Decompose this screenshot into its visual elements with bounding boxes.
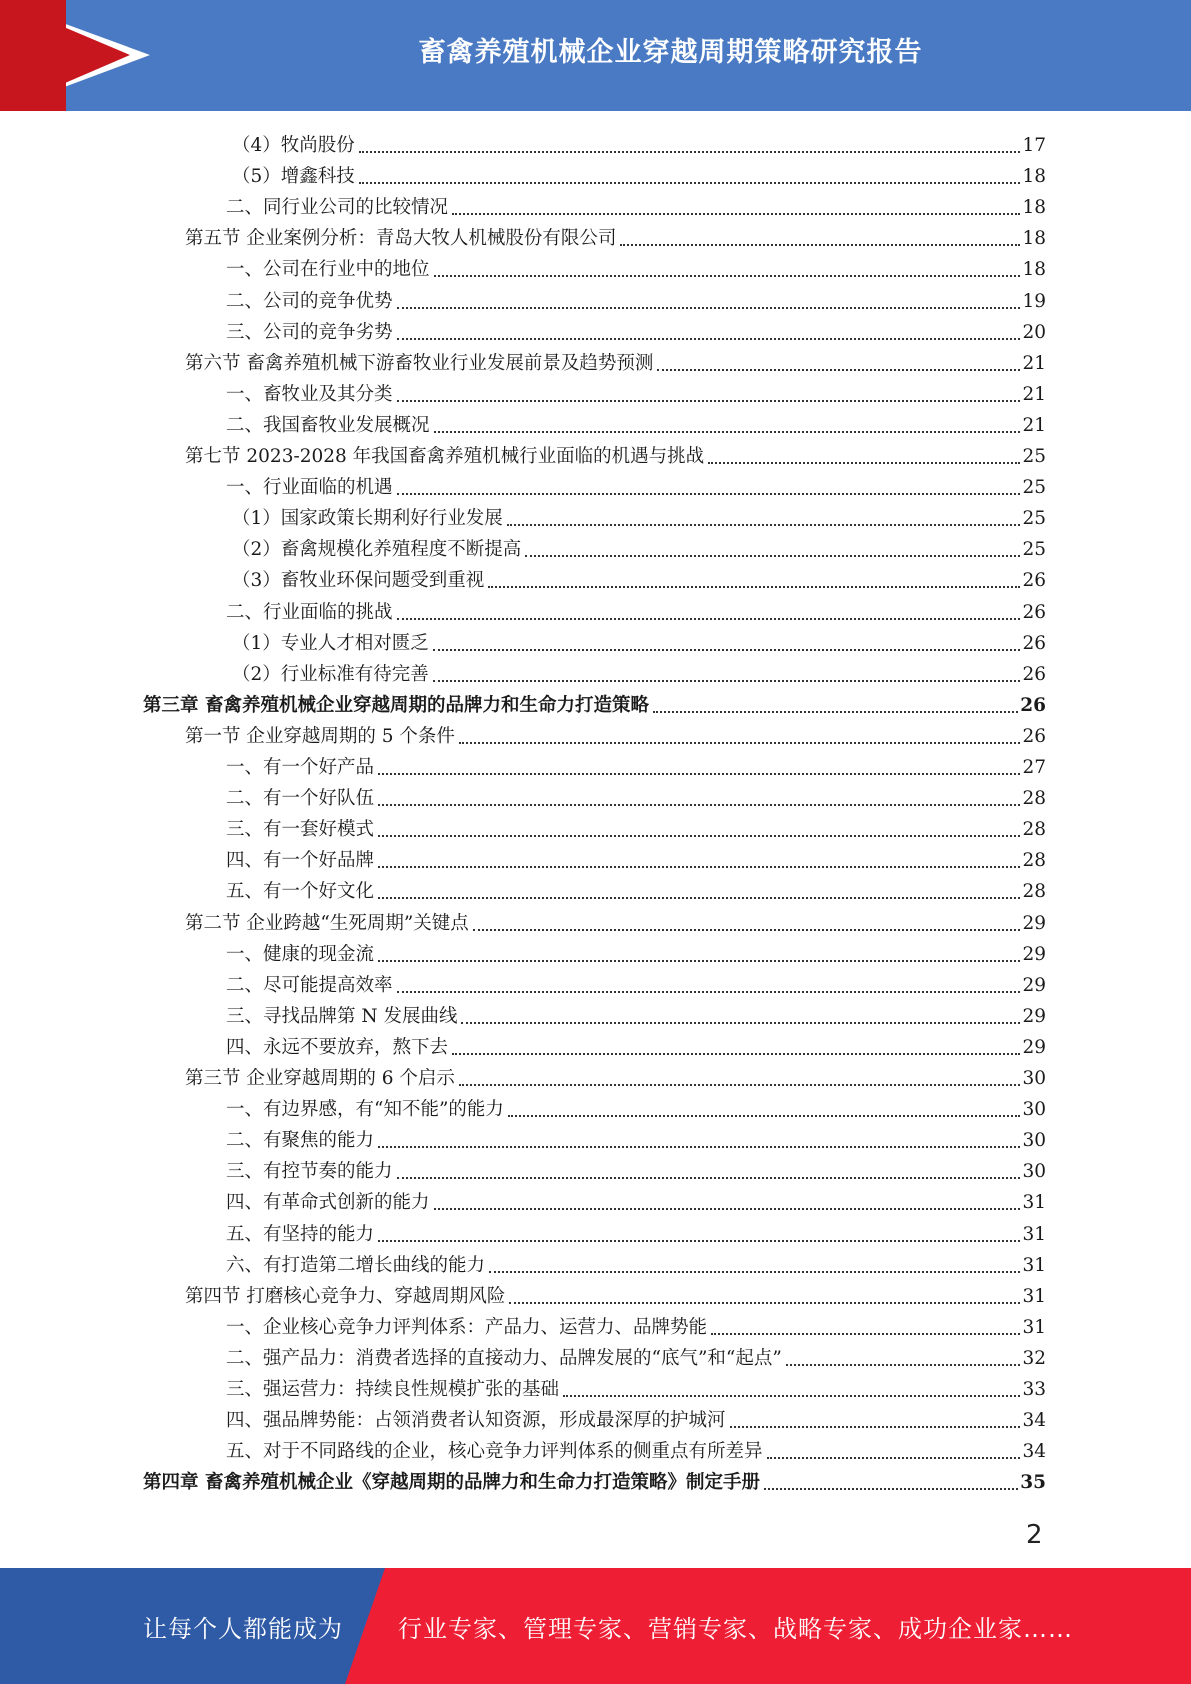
toc-dot-leader [730, 1426, 1021, 1428]
toc-subsection-entry[interactable] [226, 1247, 1046, 1278]
toc-entry-title: 五、对于不同路线的企业，核心竞争力评判体系的侧重点有所差异 [226, 1441, 763, 1463]
toc-subsection-entry[interactable] [226, 1340, 1046, 1371]
toc-subsection-entry[interactable] [226, 998, 1046, 1029]
toc-subsection-entry[interactable] [226, 283, 1046, 314]
toc-entry-page: 30 [1022, 1130, 1046, 1152]
toc-dot-leader [378, 773, 1020, 775]
toc-dot-leader [397, 493, 1021, 495]
toc-entry-title: 二、同行业公司的比较情况 [226, 197, 449, 219]
toc-entry-title: 一、有边界感，有“知不能”的能力 [226, 1099, 504, 1121]
toc-dot-leader [489, 1271, 1020, 1273]
toc-entry-title: 第四章 畜禽养殖机械企业《穿越周期的品牌力和生命力打造策略》制定手册 [143, 1472, 760, 1494]
toc-entry-page: 31 [1022, 1285, 1046, 1307]
toc-subsection-entry[interactable] [226, 594, 1046, 625]
toc-entry-page: 30 [1022, 1099, 1046, 1121]
toc-entry-title: （3）畜牧业环保问题受到重视 [232, 570, 485, 592]
toc-entry-page: 31 [1022, 1223, 1046, 1245]
toc-entry-page: 32 [1022, 1347, 1046, 1369]
toc-entry-page: 31 [1022, 1192, 1046, 1214]
toc-section-entry[interactable] [185, 438, 1046, 469]
toc-entry-page: 25 [1022, 477, 1046, 499]
toc-subsection-entry[interactable] [226, 469, 1046, 500]
toc-entry-title: 一、企业核心竞争力评判体系：产品力、运营力、品牌势能 [226, 1316, 708, 1338]
toc-dot-leader [525, 555, 1020, 557]
toc-dot-leader [764, 1488, 1018, 1490]
toc-subsection-entry[interactable] [226, 189, 1046, 220]
toc-entry-page: 18 [1022, 259, 1046, 281]
toc-entry-title: 二、有聚焦的能力 [226, 1130, 375, 1152]
toc-section-entry[interactable] [185, 220, 1046, 251]
toc-entry-page: 26 [1022, 570, 1046, 592]
toc-entry-title: 四、强品牌势能：占领消费者认知资源，形成最深厚的护城河 [226, 1410, 726, 1432]
toc-dot-leader [359, 151, 1021, 153]
toc-section-entry[interactable] [185, 905, 1046, 936]
toc-dot-leader [378, 1146, 1020, 1148]
toc-subsection-entry[interactable] [226, 1029, 1046, 1060]
toc-entry-title: 二、强产品力：消费者选择的直接动力、品牌发展的“底气”和“起点” [226, 1347, 782, 1369]
toc-subsection-entry[interactable] [226, 967, 1046, 998]
page-header [0, 0, 1191, 111]
toc-entry-title: 六、有打造第二增长曲线的能力 [226, 1254, 486, 1276]
toc-dot-leader [473, 929, 1021, 931]
toc-entry-page: 29 [1022, 1005, 1046, 1027]
toc-entry-page: 34 [1022, 1441, 1046, 1463]
toc-dot-leader [459, 1084, 1021, 1086]
toc-dot-leader [397, 618, 1021, 620]
toc-entry-title: 四、有一个好品牌 [226, 850, 375, 872]
toc-entry-page: 28 [1022, 850, 1046, 872]
toc-entry-page: 28 [1022, 881, 1046, 903]
toc-dot-leader [620, 244, 1020, 246]
toc-subsection-entry[interactable] [226, 1216, 1046, 1247]
toc-entry-title: 三、强运营力：持续良性规模扩张的基础 [226, 1379, 560, 1400]
toc-subsection-entry[interactable] [226, 842, 1046, 873]
toc-entry-page: 33 [1022, 1379, 1046, 1400]
toc-entry-page: 18 [1022, 197, 1046, 219]
toc-entry-page: 29 [1022, 943, 1046, 965]
toc-dot-leader [708, 462, 1020, 464]
toc-section-entry[interactable] [185, 345, 1046, 376]
toc-entry-title: 第三章 畜禽养殖机械企业穿越周期的品牌力和生命力打造策略 [143, 694, 649, 716]
toc-subsection-entry[interactable] [226, 376, 1046, 407]
toc-dot-leader [397, 1177, 1021, 1179]
toc-dot-leader [507, 524, 1021, 526]
toc-entry-title: 第一节 企业穿越周期的 5 个条件 [185, 725, 455, 747]
toc-entry-title: 一、有一个好产品 [226, 757, 375, 778]
toc-entry-page: 31 [1022, 1254, 1046, 1276]
toc-entry-page: 25 [1022, 446, 1046, 467]
toc-entry-title: 三、有一套好模式 [226, 819, 375, 841]
toc-entry-title: 一、畜牧业及其分类 [226, 383, 393, 405]
toc-entry-page: 28 [1022, 788, 1046, 810]
toc-entry-page: 26 [1022, 601, 1046, 623]
footer-slogan-right: 行业专家、管理专家、营销专家、战略专家、成功企业家…… [398, 1614, 1073, 1643]
toc-entry-page: 26 [1022, 725, 1046, 747]
toc-subsection-entry[interactable] [226, 1371, 1046, 1402]
toc-entry-title: 第五节 企业案例分析：青岛大牧人机械股份有限公司 [185, 228, 617, 250]
toc-entry-title: 二、有一个好队伍 [226, 788, 375, 810]
toc-entry-title: 二、行业面临的挑战 [226, 601, 393, 623]
toc-entry-title: 三、公司的竞争劣势 [226, 321, 393, 343]
page-number: 2 [1026, 1520, 1043, 1550]
toc-entry-page: 27 [1022, 757, 1046, 778]
toc-dot-leader [397, 307, 1021, 309]
toc-entry-title: （2）行业标准有待完善 [232, 663, 429, 685]
toc-entry-title: （2）畜禽规模化养殖程度不断提高 [232, 539, 522, 561]
toc-subsection-entry[interactable] [226, 811, 1046, 842]
toc-entry-page: 29 [1022, 974, 1046, 996]
toc-dot-leader [378, 1240, 1020, 1242]
toc-entry-page: 19 [1022, 290, 1046, 312]
toc-dot-leader [452, 1053, 1020, 1055]
toc-subsection-entry[interactable] [232, 562, 1046, 593]
toc-entry-page: 21 [1022, 383, 1046, 405]
toc-entry-page: 18 [1022, 166, 1046, 188]
toc-dot-leader [452, 213, 1020, 215]
toc-entry-page: 35 [1020, 1472, 1046, 1494]
toc-entry-page: 25 [1022, 539, 1046, 561]
toc-dot-leader [397, 338, 1021, 340]
toc-subsection-entry[interactable] [226, 1402, 1046, 1433]
toc-dot-leader [359, 182, 1021, 184]
toc-dot-leader [459, 742, 1021, 744]
toc-subsection-entry[interactable] [226, 749, 1046, 780]
toc-entry-page: 20 [1022, 321, 1046, 343]
toc-entry-page: 18 [1022, 228, 1046, 250]
toc-dot-leader [509, 1302, 1020, 1304]
toc-subsection-entry[interactable] [232, 127, 1046, 158]
toc-subsection-entry[interactable] [226, 251, 1046, 282]
toc-entry-title: （5）增鑫科技 [232, 166, 355, 188]
toc-entry-title: 一、行业面临的机遇 [226, 477, 393, 499]
toc-subsection-entry[interactable] [232, 625, 1046, 656]
toc-subsection-entry[interactable] [226, 936, 1046, 967]
toc-subsection-entry[interactable] [226, 873, 1046, 904]
toc-entry-page: 26 [1022, 663, 1046, 685]
toc-entry-page: 28 [1022, 819, 1046, 841]
toc-entry-page: 34 [1022, 1410, 1046, 1432]
toc-entry-title: 第二节 企业跨越“生死周期”关键点 [185, 912, 469, 934]
toc-subsection-entry[interactable] [226, 780, 1046, 811]
toc-entry-page: 25 [1022, 508, 1046, 530]
toc-entry-title: （4）牧尚股份 [232, 135, 355, 156]
toc-dot-leader [653, 711, 1018, 713]
toc-entry-page: 26 [1020, 694, 1046, 716]
page-footer [0, 1568, 1191, 1684]
toc-entry-title: 三、寻找品牌第 N 发展曲线 [226, 1005, 458, 1027]
report-title: 畜禽养殖机械企业穿越周期策略研究报告 [418, 36, 923, 68]
toc-subsection-entry[interactable] [226, 1309, 1046, 1340]
toc-dot-leader [397, 991, 1021, 993]
toc-entry-page: 21 [1022, 352, 1046, 374]
toc-section-entry[interactable] [185, 718, 1046, 749]
toc-entry-title: 五、有一个好文化 [226, 881, 375, 903]
toc-entry-page: 26 [1022, 632, 1046, 654]
toc-dot-leader [378, 804, 1020, 806]
header-chevron-icon [0, 0, 130, 111]
toc-entry-page: 29 [1022, 912, 1046, 934]
toc-dot-leader [786, 1364, 1021, 1366]
toc-dot-leader [378, 960, 1020, 962]
toc-dot-leader [508, 1115, 1021, 1117]
toc-subsection-entry[interactable] [232, 656, 1046, 687]
toc-entry-title: 一、健康的现金流 [226, 943, 375, 965]
footer-slogan-left: 让每个人都能成为 [143, 1614, 343, 1643]
toc-entry-title: 一、公司在行业中的地位 [226, 259, 430, 281]
toc-entry-title: 四、永远不要放弃，熬下去 [226, 1036, 449, 1058]
toc-entry-page: 21 [1022, 414, 1046, 436]
toc-entry-title: 五、有坚持的能力 [226, 1223, 375, 1245]
toc-entry-page: 17 [1022, 135, 1046, 156]
toc-entry-title: 二、尽可能提高效率 [226, 974, 393, 996]
toc-dot-leader [488, 586, 1020, 588]
toc-section-entry[interactable] [185, 1060, 1046, 1091]
toc-entry-title: 二、公司的竞争优势 [226, 290, 393, 312]
toc-dot-leader [378, 866, 1020, 868]
toc-subsection-entry[interactable] [226, 407, 1046, 438]
toc-section-entry[interactable] [185, 1278, 1046, 1309]
toc-subsection-entry[interactable] [232, 158, 1046, 189]
toc-dot-leader [434, 431, 1021, 433]
toc-chapter-entry[interactable] [143, 1464, 1046, 1495]
toc-dot-leader [711, 1333, 1020, 1335]
toc-entry-title: 第三节 企业穿越周期的 6 个启示 [185, 1068, 455, 1089]
toc-dot-leader [433, 649, 1021, 651]
toc-chapter-entry[interactable] [143, 687, 1046, 718]
toc-subsection-entry[interactable] [226, 1433, 1046, 1464]
toc-entry-title: 四、有革命式创新的能力 [226, 1192, 430, 1214]
toc-entry-page: 30 [1022, 1068, 1046, 1089]
toc-dot-leader [433, 680, 1021, 682]
toc-subsection-entry[interactable] [226, 314, 1046, 345]
toc-entry-title: 第六节 畜禽养殖机械下游畜牧业行业发展前景及趋势预测 [185, 352, 654, 374]
toc-dot-leader [378, 835, 1020, 837]
toc-entry-title: 二、我国畜牧业发展概况 [226, 414, 430, 436]
toc-dot-leader [397, 400, 1021, 402]
toc-entry-title: 三、有控节奏的能力 [226, 1161, 393, 1183]
toc-subsection-entry[interactable] [226, 1153, 1046, 1184]
toc-subsection-entry[interactable] [226, 1091, 1046, 1122]
toc-entry-title: 第七节 2023-2028 年我国畜禽养殖机械行业面临的机遇与挑战 [185, 446, 705, 467]
toc-subsection-entry[interactable] [226, 1122, 1046, 1153]
toc-subsection-entry[interactable] [226, 1184, 1046, 1215]
toc-dot-leader [563, 1395, 1020, 1397]
toc-dot-leader [767, 1457, 1021, 1459]
toc-dot-leader [461, 1022, 1020, 1024]
toc-dot-leader [434, 1208, 1021, 1210]
toc-dot-leader [378, 897, 1020, 899]
toc-subsection-entry[interactable] [232, 531, 1046, 562]
toc-entry-page: 29 [1022, 1036, 1046, 1058]
toc-dot-leader [434, 275, 1021, 277]
toc-dot-leader [657, 369, 1020, 371]
toc-entry-page: 30 [1022, 1161, 1046, 1183]
toc-entry-title: （1）专业人才相对匮乏 [232, 632, 429, 654]
toc-entry-title: （1）国家政策长期利好行业发展 [232, 508, 503, 530]
toc-entry-title: 第四节 打磨核心竞争力、穿越周期风险 [185, 1285, 506, 1307]
toc-entry-page: 31 [1022, 1316, 1046, 1338]
toc-subsection-entry[interactable] [232, 500, 1046, 531]
